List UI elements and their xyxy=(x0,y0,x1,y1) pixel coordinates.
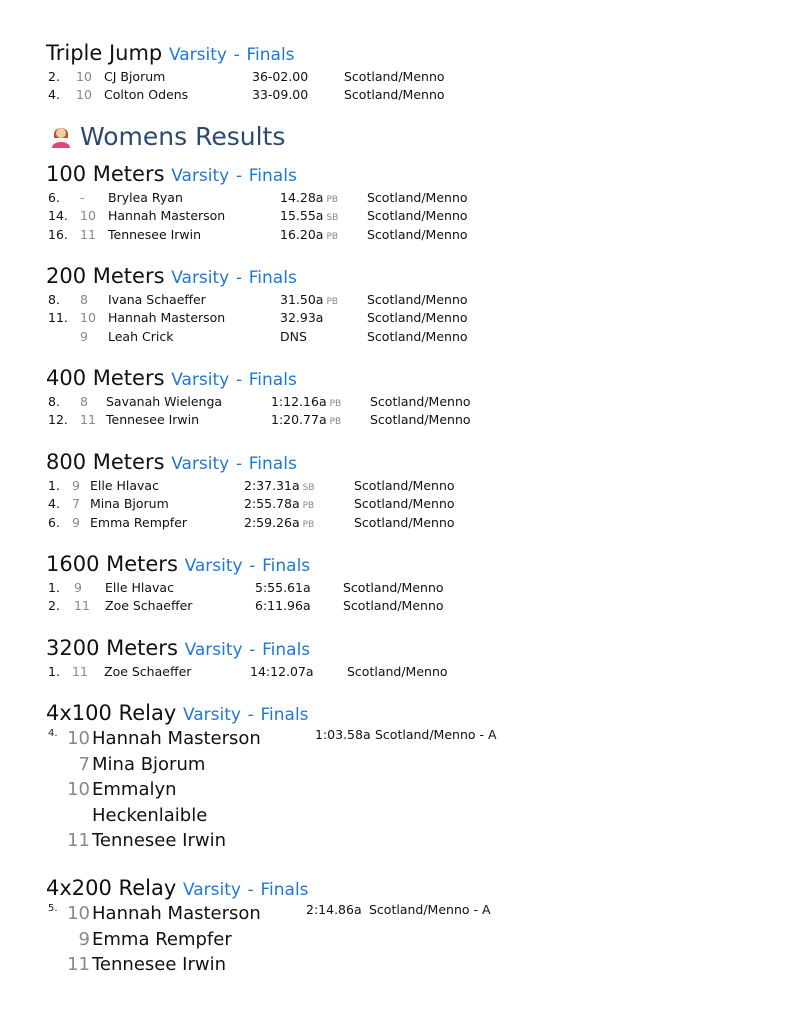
record-badge: PB xyxy=(326,231,339,242)
team-name[interactable]: Scotland/Menno xyxy=(367,310,468,326)
mark-cell: 2:59.26a PB xyxy=(244,514,315,530)
result-row xyxy=(46,291,766,309)
runner-name[interactable]: Mina Bjorum xyxy=(92,753,206,775)
section-title-text: Womens Results xyxy=(80,122,286,151)
record-badge: SB xyxy=(326,213,339,224)
event-title xyxy=(46,875,766,903)
woman-icon xyxy=(48,122,74,148)
team-name[interactable]: Scotland/Menno xyxy=(344,69,445,84)
event-name: 400 Meters xyxy=(46,366,165,390)
athlete-name[interactable]: Hannah Masterson xyxy=(108,208,226,224)
record-badge: PB xyxy=(329,399,342,409)
runner-grade: 10 xyxy=(67,779,90,800)
grade-cell: 7 xyxy=(72,496,80,512)
grade-cell: 10 xyxy=(80,208,96,224)
event-200-meters xyxy=(46,263,766,346)
record-badge: PB xyxy=(302,501,315,512)
result-row xyxy=(46,514,766,532)
round-label[interactable]: Finals xyxy=(260,705,309,725)
result-row xyxy=(46,477,766,495)
grade-cell: 11 xyxy=(72,664,88,679)
team-name[interactable]: Scotland/Menno xyxy=(370,394,471,409)
team-name[interactable]: Scotland/Menno xyxy=(367,208,468,224)
athlete-name[interactable]: Zoe Schaeffer xyxy=(104,664,192,679)
record-badge: PB xyxy=(302,519,315,530)
team-name[interactable]: Scotland/Menno xyxy=(344,87,445,103)
runner-grade: 11 xyxy=(67,830,90,851)
grade-cell: 11 xyxy=(74,598,90,614)
place-cell: 2. xyxy=(48,598,60,614)
event-4x100-relay xyxy=(46,700,766,860)
place-cell: 8. xyxy=(48,394,60,409)
event-name: Triple Jump xyxy=(46,41,163,65)
separator: - xyxy=(249,556,256,576)
result-row xyxy=(46,663,766,681)
result-row xyxy=(46,411,766,429)
athlete-name[interactable]: Leah Crick xyxy=(108,328,174,344)
level-label[interactable]: Varsity xyxy=(184,556,243,576)
record-badge: SB xyxy=(302,483,315,493)
mark-cell: 16.20a PB xyxy=(280,226,339,242)
event-title xyxy=(46,551,766,579)
team-name[interactable]: Scotland/Menno xyxy=(347,664,448,679)
place-cell: 4. xyxy=(48,87,60,103)
team-name[interactable]: Scotland/Menno xyxy=(367,292,468,307)
record-badge: PB xyxy=(329,417,342,428)
event-1600-meters xyxy=(46,551,766,616)
grade-cell: 10 xyxy=(76,87,92,103)
grade-cell: 9 xyxy=(72,514,80,530)
relay-runner xyxy=(66,901,261,926)
runner-grade: 9 xyxy=(78,928,90,950)
runner-name[interactable]: Tennesee Irwin xyxy=(92,830,226,851)
result-row xyxy=(46,68,766,86)
level-label[interactable]: Varsity xyxy=(182,880,241,900)
level-label[interactable]: Varsity xyxy=(168,45,227,65)
place-cell: 1. xyxy=(48,664,60,679)
team-name[interactable]: Scotland/Menno xyxy=(367,328,468,344)
athlete-name[interactable]: Hannah Masterson xyxy=(108,310,226,326)
relay-place: 5. xyxy=(48,903,58,914)
place-cell: 8. xyxy=(48,292,60,307)
event-title xyxy=(46,263,766,291)
result-row xyxy=(46,597,766,615)
level-label[interactable]: Varsity xyxy=(182,705,241,725)
place-cell: 4. xyxy=(48,496,60,512)
separator: - xyxy=(235,268,243,288)
place-cell: 14. xyxy=(48,208,68,224)
team-name[interactable]: Scotland/Menno xyxy=(343,580,444,595)
round-label[interactable]: Finals xyxy=(262,556,311,576)
result-row xyxy=(46,207,766,225)
event-title xyxy=(46,700,766,728)
team-name[interactable]: Scotland/Menno xyxy=(354,514,455,530)
round-label[interactable]: Finals xyxy=(248,166,297,186)
relay-runner xyxy=(66,752,205,777)
mark-cell: 14:12.07a xyxy=(250,664,314,679)
relay-team[interactable]: Scotland/Menno - A xyxy=(369,902,491,917)
round-label[interactable]: Finals xyxy=(248,268,297,288)
relay-runner xyxy=(66,777,177,802)
team-name[interactable]: Scotland/Menno xyxy=(354,496,455,512)
event-3200-meters xyxy=(46,635,766,681)
result-row xyxy=(46,226,766,244)
round-label[interactable]: Finals xyxy=(248,370,297,390)
relay-mark: 2:14.86a xyxy=(306,902,362,917)
round-label[interactable]: Finals xyxy=(246,45,295,65)
place-cell: 11. xyxy=(48,310,68,326)
place-cell: 1. xyxy=(48,478,60,493)
separator: - xyxy=(247,705,254,725)
level-label[interactable]: Varsity xyxy=(171,268,230,288)
grade-cell: 10 xyxy=(76,69,92,84)
result-row xyxy=(46,495,766,513)
mark-cell: 36-02.00 xyxy=(252,69,309,84)
record-badge: PB xyxy=(326,297,339,307)
grade-cell: 9 xyxy=(74,580,82,595)
mark-cell: 2:55.78a PB xyxy=(244,496,315,512)
level-label[interactable]: Varsity xyxy=(171,370,230,390)
event-title xyxy=(46,635,766,663)
relay-runner xyxy=(66,828,226,853)
place-cell: 6. xyxy=(48,514,60,530)
athlete-name[interactable]: CJ Bjorum xyxy=(104,69,166,84)
event-4x200-relay xyxy=(46,875,766,985)
athlete-name[interactable]: Elle Hlavac xyxy=(90,478,159,493)
team-name[interactable]: Scotland/Menno xyxy=(343,598,444,614)
mark-cell: 14.28a PB xyxy=(280,190,339,205)
team-name[interactable]: Scotland/Menno xyxy=(367,190,468,205)
event-title xyxy=(46,40,766,68)
level-label[interactable]: Varsity xyxy=(171,454,230,474)
level-label[interactable]: Varsity xyxy=(171,166,230,186)
place-cell: 12. xyxy=(48,412,68,428)
athlete-name[interactable]: Ivana Schaeffer xyxy=(108,292,206,307)
relay-place: 4. xyxy=(48,728,58,739)
event-name: 200 Meters xyxy=(46,264,165,288)
grade-cell: 9 xyxy=(80,328,88,344)
athlete-name[interactable]: Colton Odens xyxy=(104,87,189,103)
result-row xyxy=(46,189,766,207)
separator: - xyxy=(235,370,243,390)
event-name: 800 Meters xyxy=(46,450,165,474)
separator: - xyxy=(235,454,243,474)
round-label[interactable]: Finals xyxy=(260,880,309,900)
place-cell: 2. xyxy=(48,69,60,84)
grade-cell: 9 xyxy=(72,478,80,493)
relay-runner xyxy=(66,803,207,828)
mark-cell: 6:11.96a xyxy=(255,598,311,614)
team-name[interactable]: Scotland/Menno xyxy=(370,412,471,428)
round-label[interactable]: Finals xyxy=(262,640,311,660)
record-badge: PB xyxy=(326,195,339,205)
athlete-name[interactable]: Elle Hlavac xyxy=(105,580,174,595)
place-cell: 16. xyxy=(48,226,68,242)
result-row xyxy=(46,86,766,104)
event-100-meters xyxy=(46,161,766,244)
event-name: 100 Meters xyxy=(46,162,165,186)
event-800-meters xyxy=(46,449,766,532)
separator: - xyxy=(249,640,256,660)
event-triple-jump xyxy=(46,40,766,105)
mark-cell: 1:20.77a PB xyxy=(271,412,342,428)
womens-results-heading xyxy=(48,120,285,154)
relay-runner xyxy=(66,927,232,952)
runner-name[interactable]: Hannah Masterson xyxy=(92,903,261,924)
result-row xyxy=(46,393,766,411)
event-name: 4x100 Relay xyxy=(46,701,177,725)
mark-cell: 32.93a xyxy=(280,310,324,326)
athlete-name[interactable]: Savanah Wielenga xyxy=(106,394,223,409)
separator: - xyxy=(235,166,243,186)
runner-name[interactable]: Emmalyn xyxy=(92,779,177,800)
relay-team[interactable]: Scotland/Menno - A xyxy=(375,727,497,742)
runner-grade: 10 xyxy=(67,903,90,924)
separator: - xyxy=(247,880,254,900)
level-label[interactable]: Varsity xyxy=(184,640,243,660)
event-title xyxy=(46,161,766,189)
mark-cell: 15.55a SB xyxy=(280,208,339,224)
runner-grade: 10 xyxy=(67,728,90,749)
relay-runner xyxy=(66,726,261,751)
round-label[interactable]: Finals xyxy=(248,454,297,474)
event-title xyxy=(46,365,766,393)
mark-cell: DNS xyxy=(280,328,307,344)
mark-cell: 31.50a PB xyxy=(280,292,339,307)
event-name: 3200 Meters xyxy=(46,636,178,660)
runner-name[interactable]: Emma Rempfer xyxy=(92,928,232,950)
grade-cell: 11 xyxy=(80,226,96,242)
mark-cell: 5:55.61a xyxy=(255,580,311,595)
runner-name[interactable]: Heckenlaible xyxy=(92,804,208,826)
runner-grade: 11 xyxy=(67,954,90,975)
athlete-name[interactable]: Tennesee Irwin xyxy=(108,226,202,242)
athlete-name[interactable]: Brylea Ryan xyxy=(108,190,183,205)
team-name[interactable]: Scotland/Menno xyxy=(367,226,468,242)
team-name[interactable]: Scotland/Menno xyxy=(354,478,455,493)
athlete-name[interactable]: Mina Bjorum xyxy=(90,496,169,512)
grade-cell: - xyxy=(80,190,85,205)
mark-cell: 1:12.16a PB xyxy=(271,394,342,409)
grade-cell: 11 xyxy=(80,412,96,428)
athlete-name[interactable]: Emma Rempfer xyxy=(90,514,188,530)
grade-cell: 8 xyxy=(80,292,88,307)
mark-cell: 33-09.00 xyxy=(252,87,309,103)
mark-cell: 2:37.31a SB xyxy=(244,478,315,493)
place-cell: 6. xyxy=(48,190,60,205)
athlete-name[interactable]: Zoe Schaeffer xyxy=(105,598,193,614)
event-name: 4x200 Relay xyxy=(46,876,177,900)
grade-cell: 10 xyxy=(80,310,96,326)
relay-mark: 1:03.58a xyxy=(315,727,371,742)
athlete-name[interactable]: Tennesee Irwin xyxy=(106,412,200,428)
event-400-meters xyxy=(46,365,766,430)
runner-name[interactable]: Hannah Masterson xyxy=(92,728,261,749)
place-cell: 1. xyxy=(48,580,60,595)
separator: - xyxy=(233,45,240,65)
runner-name[interactable]: Tennesee Irwin xyxy=(92,954,226,975)
event-title xyxy=(46,449,766,477)
runner-grade: 7 xyxy=(78,753,90,775)
result-row xyxy=(46,309,766,327)
event-name: 1600 Meters xyxy=(46,552,178,576)
result-row xyxy=(46,328,766,346)
relay-runner xyxy=(66,952,226,977)
result-row xyxy=(46,579,766,597)
grade-cell: 8 xyxy=(80,394,88,409)
